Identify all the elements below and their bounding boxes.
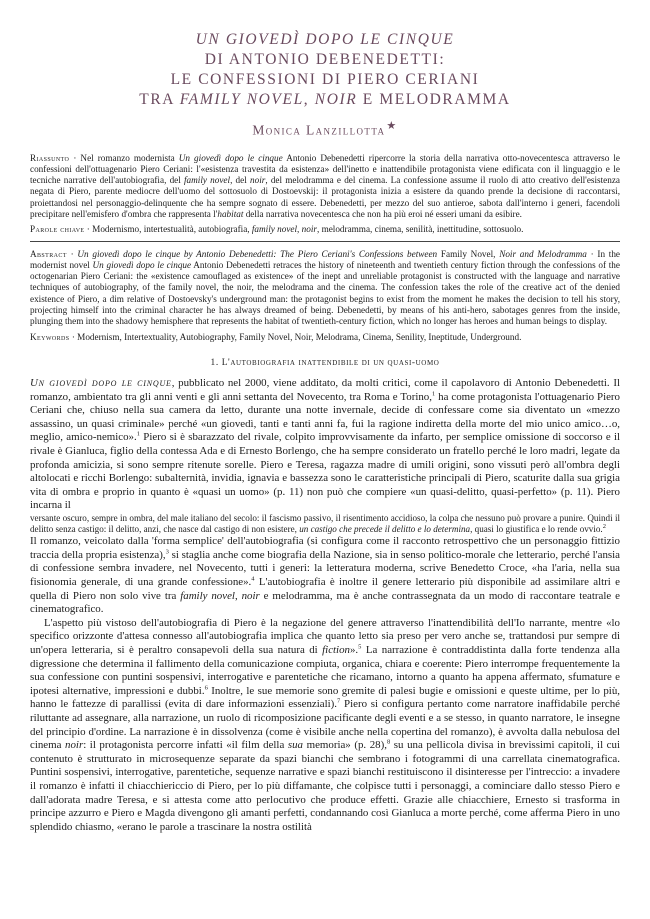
footnote-ref[interactable]: 2 xyxy=(602,523,606,531)
footnote-ref[interactable]: 5 xyxy=(358,643,362,651)
footnote-ref[interactable]: 3 xyxy=(165,548,169,556)
abstract-section xyxy=(30,153,620,343)
footnote-ref[interactable]: 1 xyxy=(136,430,140,438)
author-footnote-mark[interactable]: ★ xyxy=(386,120,398,132)
journal-page xyxy=(30,30,620,834)
riassunto-paragraph: Riassunto · Nel romanzo modernista Un giovedì dopo le cinque Antonio Debenedetti ripercorre la storia della narrativa otto-novecentesca attraverso le confessioni dell'ottuagenario Piero Ceriani: l'«esistenza travestita da esistenza» dell'inetto e inattendibile protagonista viene edificata con il linguaggio e le tecniche narrative dell'autobiografia, del family novel, del noir, del melodramma e del cinema. La confessione assume il ruolo di atto creativo dell'esistenza negata di Piero, parente mediocre dell'uomo del sottosuolo di Dostoevskij: il protagonista inizia a esistere da quando prende la decisione di raccontarsi, proiettandosi nel personaggio-delinquente che ha sempre sognato di essere. Debenedetti, per mezzo del suo antieroe, sabota dall'interno i generi, facendoli precipitare nell'emisfero d'ombra che rappresenta l'habitat della narrativa novecentesca che non ha più eroi né esseri umani da esibire. xyxy=(30,152,620,219)
title-line-2: DI ANTONIO DEBENEDETTI: xyxy=(204,51,446,68)
title-line-4: TRA FAMILY NOVEL, NOIR E MELODRAMMA xyxy=(139,91,511,108)
footnote-ref[interactable]: 6 xyxy=(204,684,208,692)
body-paragraph-2: Il romanzo, veicolato dalla 'forma semplice' dell'autobiografia (si configura come il racconto retrospettivo che un personaggio fittizio traccia della propria esistenza),$^3$ si staglia anche come biografia della Nazione, sia in senso politico-morale che letterario, perché l'ansia di confessione sembra invadere, nel Novecento, tutti i generi: la letteratura moderna, scrive Benedetto Croce, «ha l'aria, nella sua fisionomia generale, di una grande confessione».$^4$ L'autobiografia è inoltre il genere letterario più disponibile ad assimilare altri e quella di Piero non solo vive tra family novel, noir e melodramma, ma è anche contrassegnata da un modo di raccontare teatrale e cinematografico. xyxy=(30,535,621,616)
abstract-paragraph: Abstract · Un giovedì dopo le cinque by Antonio Debenedetti: The Piero Ceriani's Confessions between Family Novel, Noir and Melodramma · In the modernist novel Un giovedì dopo le cinque Antonio Debenedetti retraces the history of nineteenth and twentieth century fiction through the confessions of the octogenarian Piero Ceriani: the «existence camouflaged as existence» of the inept and unreliable protagonist is constructed with the language and narrative techniques of autobiography, of the family novel, the noir, the melodrama and the cinema. The confession takes the role of the creative act of the denied existence of Piero, a dim relative of Dostoevsky's underground man: the protagonist begins to exist from the moment he makes the decision to tell his story, projecting himself into the criminal character he has always dreamed of being. Debenedetti, by means of his anti-hero, sabotages genres from the inside, plunging them into the shadowy hemisphere that represents the habitat of twentieth-century fiction, which no longer has heroes and human beings to display. xyxy=(30,248,621,327)
title-line-3: LE CONFESSIONI DI PIERO CERIANI xyxy=(170,71,480,88)
footnote-ref[interactable]: 8 xyxy=(386,738,391,746)
body-paragraph-3: L'aspetto più vistoso dell'autobiografia di Piero è la negazione del genere attraverso l'inattendibilità dell'Io narrante, mentre «lo specifico orizzonte d'attesa connesso all'autobiografia implica che quanto letto sia preso per vero anche se, trattandosi pur sempre di un'opera letteraria, si è peraltro consapevoli della sua natura di fiction».$^5$ La narrazione è contraddistinta dalla forte tendenza alla digressione che determina il fallimento della comunicazione compiuta, organica, chiara e coerente: Piero interrompe frequentemente la sua confessione con puntini sospensivi, interrogative e parentetiche che ricamano, intorno a quanto ha appena affermato, sfumature e ipotesi alternative, impressioni e dubbi.$^6$ Inoltre, le sue memorie sono gremite di palesi bugie e omissioni e queste ultime, per lo più, hanno le fattezze di parallissi (evita di dare informazioni essenziali).$^7$ Piero si configura pertanto come narratore inaffidabile perché riluttante ad assegnare, alla narrazione, un ruolo di ricomposizione pacificante degli eventi e a se stesso, in quanto narratore, le insegne del principio d'ordine. La narrazione è in dissolvenza (come è visibile anche nella copertina del romanzo), è avvolta dalla nebulosa del cinema noir: il protagonista percorre infatti «il film della sua memoria» (p. 28),$^8$ su una pellicola divisa in brevissimi capitoli, il cui contenuto è strutturato in microsequenze separate da spazi bianchi che sembrano i fotogrammi di una carrellata cinematografica. Puntini sospensivi, interrogative, parentetiche, sequenze narrative e spazi bianchi restituiscono il disinteresse per l'intreccio: a invadere il romanzo è infatti il chiacchiericcio di Piero, per lo più diffamante, che colpisce tutti i personaggi, a cominciare dallo stesso Piero e dall'adorata madre Teresa, e si attesta come atto perlocutivo che produce effetti. Grazie alle chiacchiere, Ernesto si trasforma in principe azzurro e Piero e Magda divengono gli amanti perfetti, condannando così Gianluca a morte perché, come afferma Piero in uno splendido chiasmo, «erano le parole a trascinare la nostra ostilità xyxy=(30,616,620,833)
footnote-ref[interactable]: 4 xyxy=(251,575,255,583)
author-name: Monica Lanzillotta★ xyxy=(252,120,398,138)
article-title xyxy=(30,30,620,110)
parole-chiave-paragraph: Parole chiave · Modernismo, intertestualità, autobiografia, family novel, noir, melodramma, cinema, senilità, inettitudine, sottosuolo. xyxy=(30,224,524,235)
footnote-ref[interactable]: 1 xyxy=(431,389,436,397)
footnote-ref[interactable]: 7 xyxy=(337,697,341,705)
section-heading: 1. L'autobiografia inattendibile di un quasi-uomo xyxy=(210,357,440,368)
body-paragraph-1: Un giovedì dopo le cinque, pubblicato nel 2000, viene additato, da molti critici, come il capolavoro di Antonio Debenedetti. Il romanzo, ambientato tra gli anni venti e gli anni settanta del Novecento, tra Roma e Torino,$^1$ ha come protagonista l'ottuagenario Piero Ceriani che, chiuso nella sua camera da letto, durante una notte invernale, decide di confessare come sia diventato un «mezzo assassino, un quasi criminale» perché «un giovedì, tanti e tanti anni fa, fui la ragione indiretta della morte del mio unico amico…o, meglio, amico-nemico».$^1$ Piero si è sbarazzato del rivale, colpito improvvisamente da infarto, per semplice omissione di soccorso e il rivale è Gianluca, figlio della contessa Ada e di Ernesto Borlengo, che ha sempre considerato un fratello perché le loro madri, legate da profonda amicizia, si sono sempre ritenute sorelle. Piero e Teresa, ragazza madre di umili origini, sono vissuti però all'ombra degli altolocati e ricchi Borlengo: subalternità, invidia, ignavia e bassezza sono le caratteristiche principali di Piero, scaturite dalla sua grigia vita di ombra e proprio in quanto è «quasi un uomo» (p. 11) non può che compiere «un quasi-delitto, quasi-perfetto» (p. 11). Piero incarna il xyxy=(30,376,621,512)
block-quote: versante oscuro, sempre in ombra, del male italiano del secolo: il fascismo passivo, il risentimento accidioso, la colpa che nessuno può provare a punire. Quindi il delitto senza castigo: il delitto, anzi, che nasce dal castigo di non esistere, un castigo che precede il delitto e lo determina, quasi lo giustifica e lo rende ovvio.$^2$ xyxy=(30,512,620,535)
article-body xyxy=(30,377,620,834)
abstract-divider xyxy=(30,241,620,242)
title-line-1: UN GIOVEDÌ DOPO LE CINQUE xyxy=(195,31,455,48)
keywords-paragraph: Keywords · Modernism, Intertextuality, Autobiography, Family Novel, Noir, Melodrama, Cinema, Senility, Ineptitude, Underground. xyxy=(30,331,522,342)
